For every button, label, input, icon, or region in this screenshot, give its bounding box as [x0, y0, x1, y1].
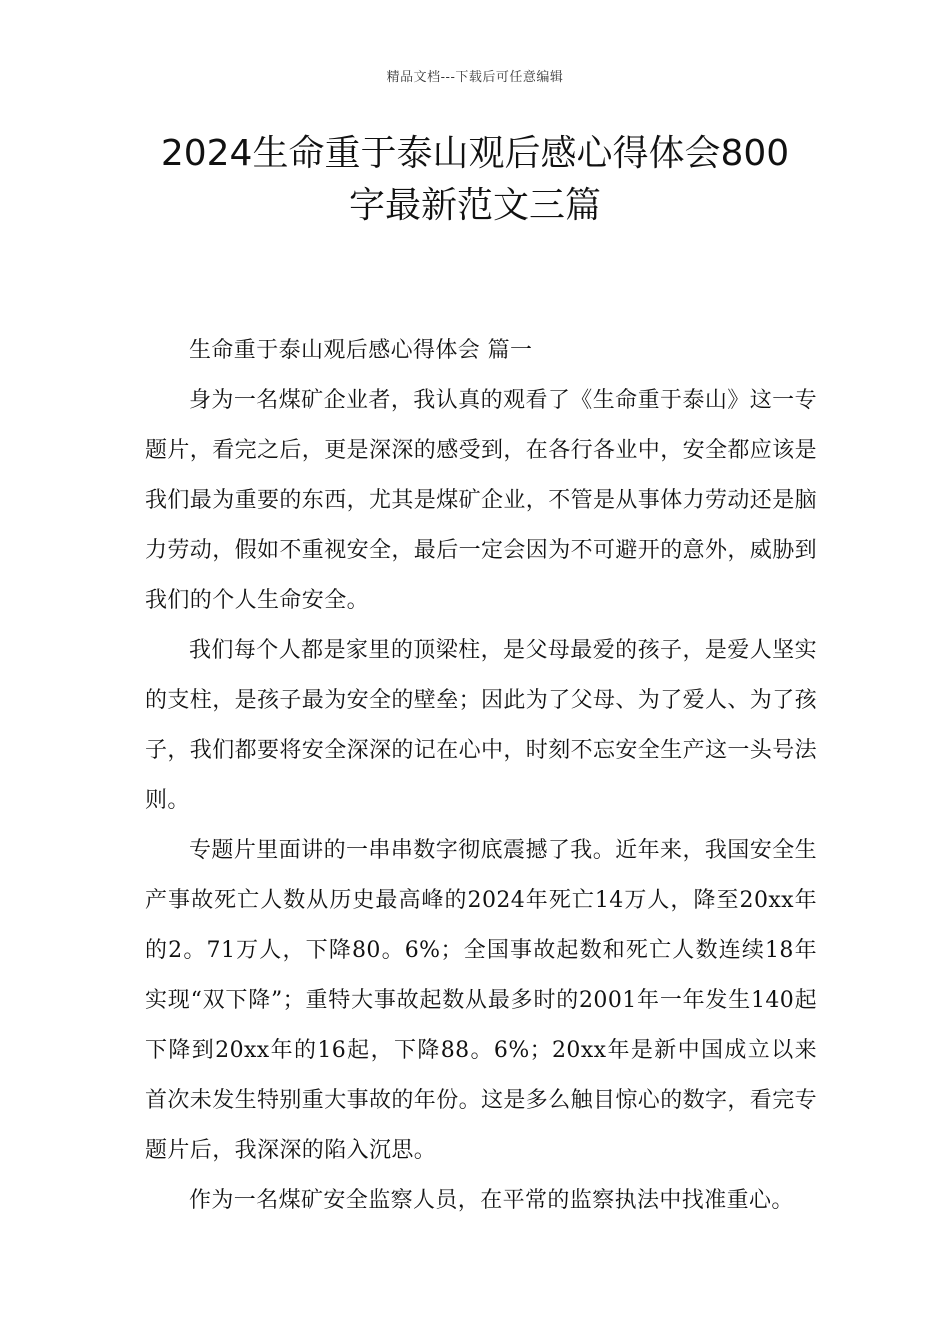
- page-title: [140, 128, 810, 232]
- paragraph: 身为一名煤矿企业者，我认真的观看了《生命重于泰山》这一专题片，看完之后，更是深深的感受到，在各行各业中，安全都应该是我们最为重要的东西，尤其是煤矿企业，不管是从事体力劳动还是脑力劳动，假如不重视安全，最后一定会因为不可避开的意外，威胁到我们的个人生命安全。: [145, 388, 818, 613]
- paragraph: 专题片里面讲的一串串数字彻底震撼了我。近年来，我国安全生产事故死亡人数从历史最高峰的2024年死亡14万人，降至20xx年的2。71万人，下降80。6%；全国事故起数和死亡人数连续18年实现“双下降”；重特大事故起数从最多时的2001年一年发生140起下降到20xx年的16起，下降88。6%；20xx年是新中国成立以来首次未发生特别重大事故的年份。这是多么触目惊心的数字，看完专题片后，我深深的陷入沉思。: [145, 838, 818, 1163]
- paragraph: 作为一名煤矿安全监察人员，在平常的监察执法中找准重心。: [189, 1188, 794, 1213]
- title-line-2: 字最新范文三篇: [348, 185, 601, 226]
- header-note: 精品文档---下载后可任意编辑: [386, 70, 564, 85]
- title-line-1: 2024生命重于泰山观后感心得体会800: [160, 133, 790, 174]
- paragraph: 我们每个人都是家里的顶梁柱，是父母最爱的孩子，是爱人坚实的支柱，是孩子最为安全的壁垒；因此为了父母、为了爱人、为了孩子，我们都要将安全深深的记在心中，时刻不忘安全生产这一头号法则。: [145, 638, 818, 813]
- section-heading: 生命重于泰山观后感心得体会 篇一: [189, 338, 533, 363]
- body-text: [145, 326, 817, 1226]
